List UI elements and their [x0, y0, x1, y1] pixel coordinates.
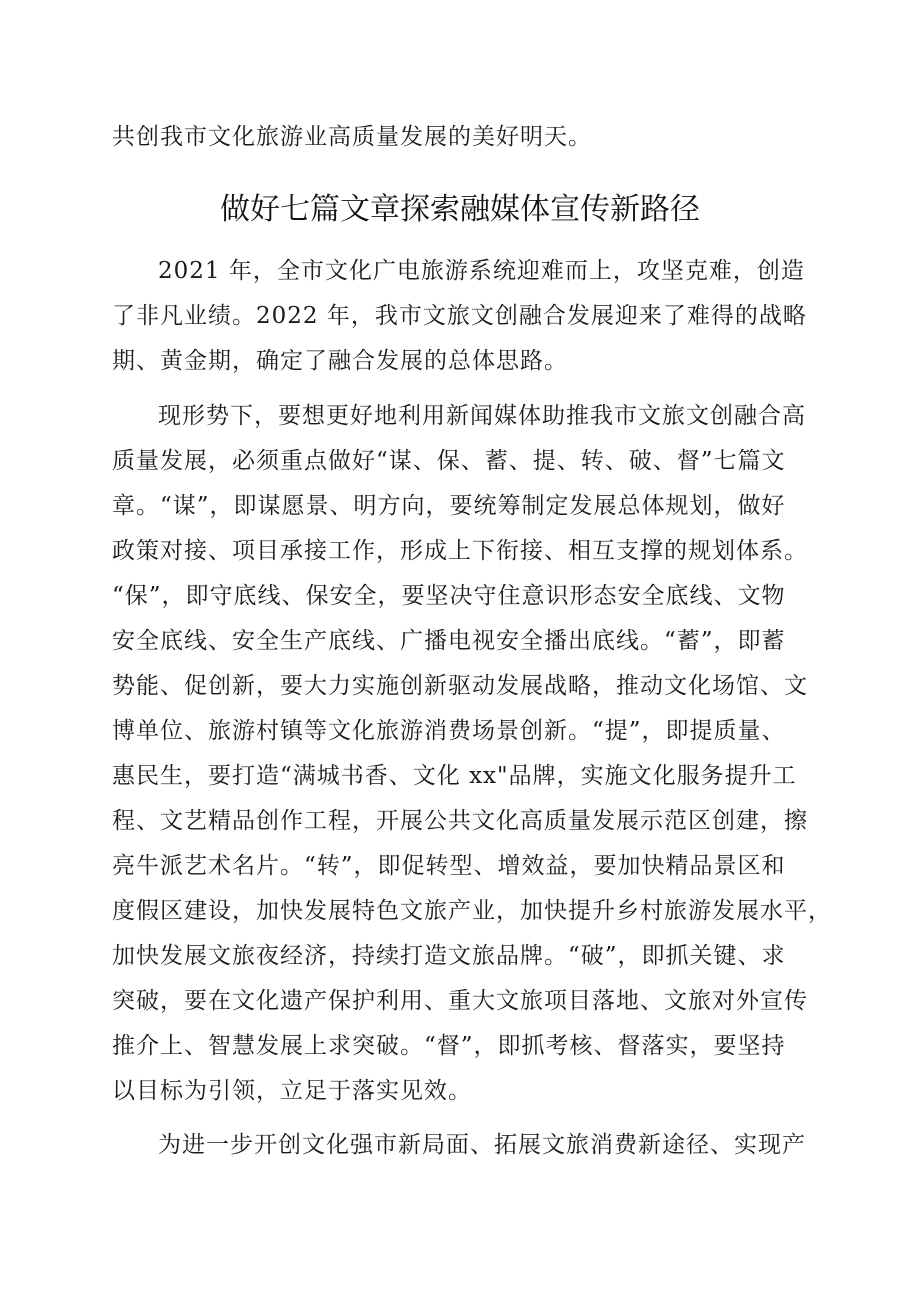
paragraph-2-line-4: 政策对接、项目承接工作，形成上下衔接、相互支撑的规划体系。 — [112, 538, 808, 564]
lead-line: 共创我市文化旅游业高质量发展的美好明天。 — [112, 124, 592, 150]
paragraph-2-line-7: 势能、促创新，要大力实施创新驱动发展战略，推动文化场馆、文 — [112, 673, 808, 699]
paragraph-2-line-16: 以目标为引领，立足于落实见效。 — [112, 1078, 472, 1104]
paragraph-2-line-6: 安全底线、安全生产底线、广播电视安全播出底线。“蓄”，即蓄 — [112, 628, 786, 654]
paragraph-2-line-13: 加快发展文旅夜经济，持续打造文旅品牌。“破”，即抓关键、求 — [112, 943, 786, 969]
paragraph-2-line-3: 章。“谋”，即谋愿景、明方向，要统筹制定发展总体规划，做好 — [112, 493, 786, 519]
paragraph-2-line-14: 突破，要在文化遗产保护利用、重大文旅项目落地、文旅对外宣传 — [112, 988, 808, 1014]
paragraph-2-line-5: “保”，即守底线、保安全，要坚决守住意识形态安全底线、文物 — [112, 583, 786, 609]
paragraph-2-line-15: 推介上、智慧发展上求突破。“督”，即抓考核、督落实，要坚持 — [112, 1033, 786, 1059]
paragraph-2-line-8: 博单位、旅游村镇等文化旅游消费场景创新。“提”，即提质量、 — [112, 718, 786, 744]
paragraph-2-line-1: 现形势下，要想更好地利用新闻媒体助推我市文旅文创融合高 — [158, 403, 806, 429]
paragraph-1-line-2: 了非凡业绩。2022 年，我市文旅文创融合发展迎来了难得的战略 — [112, 303, 807, 329]
paragraph-2-line-9: 惠民生，要打造“满城书香、文化 xx"品牌，实施文化服务提升工 — [112, 763, 797, 789]
paragraph-3-line-1: 为进一步开创文化强市新局面、拓展文旅消费新途径、实现产 — [158, 1132, 806, 1158]
paragraph-2-line-2: 质量发展，必须重点做好“谋、保、蓄、提、转、破、督”七篇文 — [112, 448, 786, 474]
paragraph-1-line-1: 2021 年，全市文化广电旅游系统迎难而上，攻坚克难，创造 — [158, 258, 805, 284]
paragraph-2-line-12: 度假区建设，加快发展特色文旅产业，加快提升乡村旅游发展水平， — [112, 898, 832, 924]
document-title: 做好七篇文章探索融媒体宣传新路径 — [220, 192, 700, 227]
paragraph-2-line-11: 亮牛派艺术名片。“转”，即促转型、增效益，要加快精品景区和 — [112, 853, 786, 879]
paragraph-2-line-10: 程、文艺精品创作工程，开展公共文化高质量发展示范区创建，擦 — [112, 808, 808, 834]
paragraph-1-line-3: 期、黄金期，确定了融合发展的总体思路。 — [112, 348, 568, 374]
